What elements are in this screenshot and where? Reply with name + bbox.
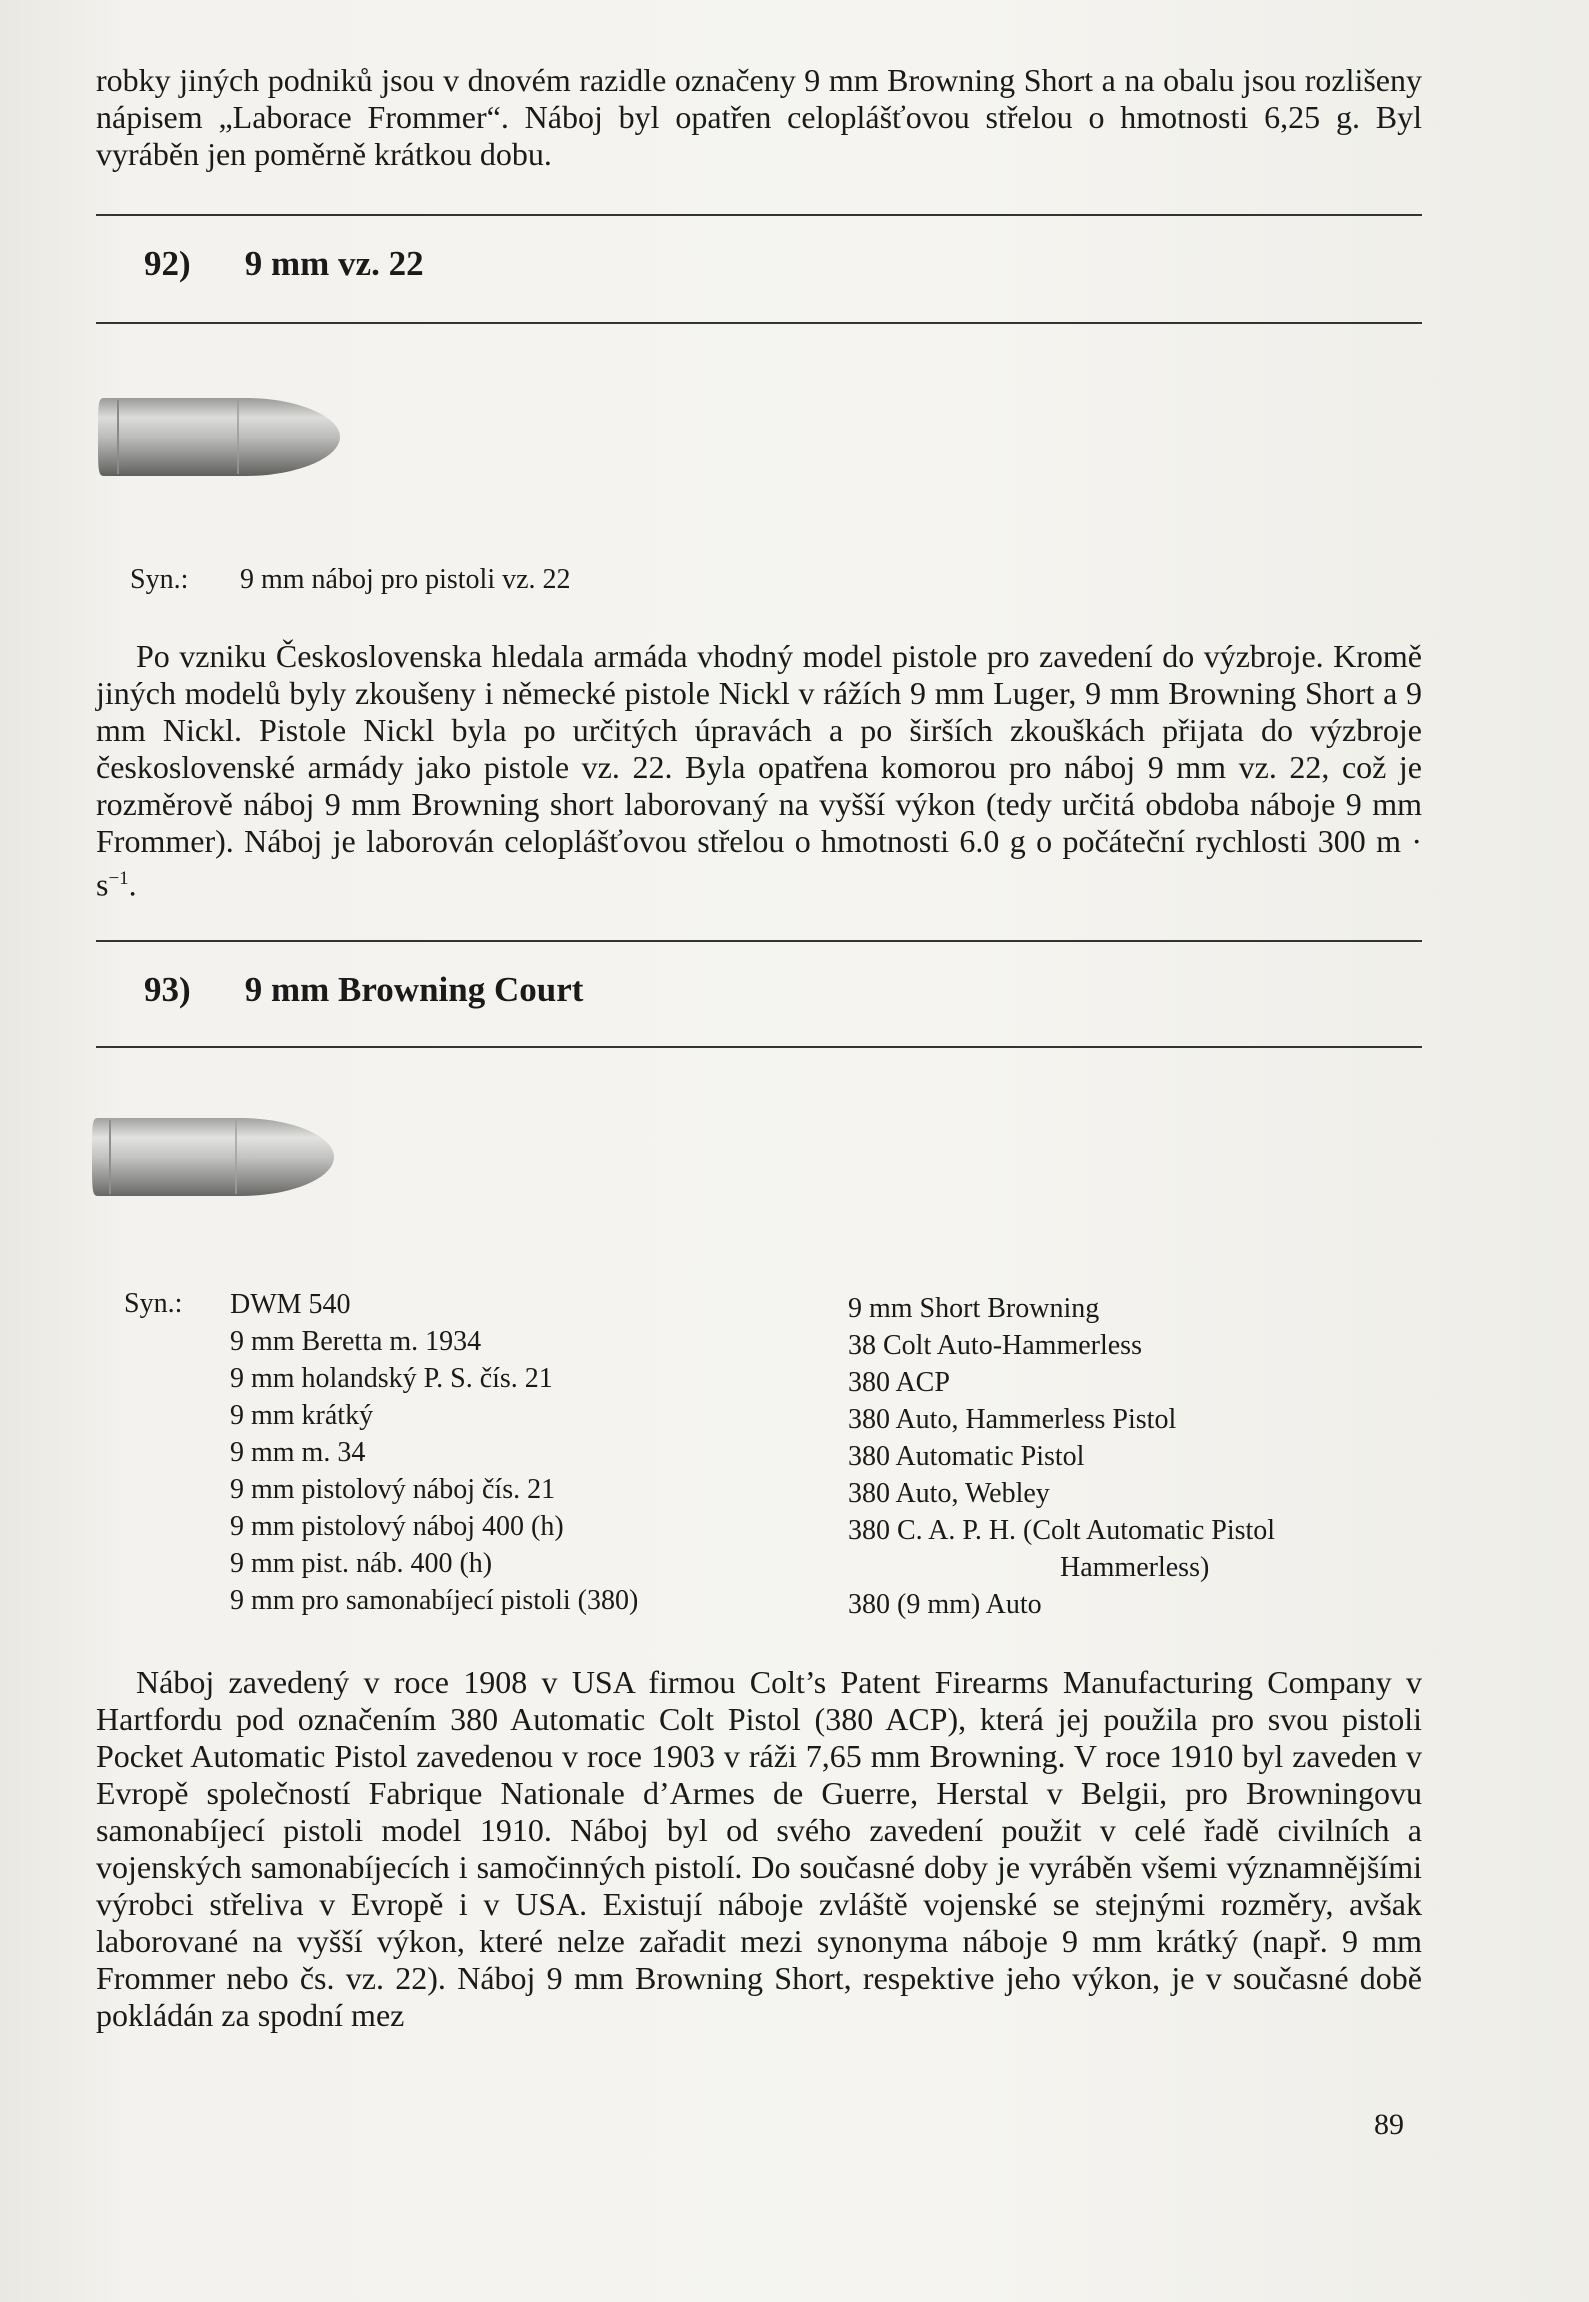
synonym-item: 38 Colt Auto-Hammerless bbox=[848, 1330, 1142, 1361]
synonym-item: 9 mm pist. náb. 400 (h) bbox=[230, 1548, 493, 1579]
synonym-item: 380 ACP bbox=[848, 1367, 950, 1398]
page-number: 89 bbox=[1374, 2108, 1404, 2141]
syn-label-92: Syn.: bbox=[130, 564, 189, 595]
synonym-item: 9 mm Short Browning bbox=[848, 1293, 1100, 1324]
synonym-item: 380 C. A. P. H. (Colt Automatic Pistol bbox=[848, 1515, 1276, 1546]
synonym-item: 9 mm holandský P. S. čís. 21 bbox=[230, 1363, 553, 1394]
synonym-item: 9 mm m. 34 bbox=[230, 1437, 366, 1468]
section-title: 9 mm vz. 22 bbox=[244, 244, 424, 283]
section-heading-93 bbox=[144, 970, 583, 1010]
cartridge-9mm-browning-court-image bbox=[90, 1110, 340, 1204]
section-92-paragraph bbox=[96, 638, 1422, 904]
synonym-item: 9 mm pistolový náboj 400 (h) bbox=[230, 1511, 564, 1542]
section-rule-bottom-93 bbox=[96, 1046, 1422, 1048]
section-92-paragraph-sup: −1 bbox=[108, 868, 129, 889]
section-heading-92 bbox=[144, 244, 424, 284]
section-rule-bottom-92 bbox=[96, 322, 1422, 324]
section-rule-top-92 bbox=[96, 214, 1422, 216]
section-title: 9 mm Browning Court bbox=[244, 970, 584, 1009]
cartridge-9mm-vz22-image bbox=[96, 390, 346, 484]
synonym-item: 9 mm krátký bbox=[230, 1400, 374, 1431]
synonym-item: 9 mm Beretta m. 1934 bbox=[230, 1326, 482, 1357]
synonym-item: 380 Automatic Pistol bbox=[848, 1441, 1085, 1472]
section-number: 92) bbox=[144, 244, 191, 283]
synonym-item: 9 mm pro samonabíjecí pistoli (380) bbox=[230, 1585, 639, 1616]
section-rule-top-93 bbox=[96, 940, 1422, 942]
synonyms-left-column bbox=[230, 1286, 638, 1619]
syn-label-93: Syn.: bbox=[124, 1288, 183, 1319]
section-92-paragraph-end: . bbox=[128, 866, 137, 903]
intro-paragraph: robky jiných podniků jsou v dnovém razidle označeny 9 mm Browning Short a na obalu jsou rozlišeny nápisem „Laborace Frommer“. Náboj byl opatřen celoplášťovou střelou o hmotnosti 6,25 g. Byl vyráběn jen poměrně krátkou dobu. bbox=[96, 62, 1422, 172]
section-92-paragraph-text: Po vzniku Československa hledala armáda vhodný model pistole pro zavedení do výzbroje. Kromě jiných modelů byly zkoušeny i německé pistole Nickl v rážích 9 mm Luger, 9 mm Browning Short a 9 mm Nickl. Pistole Nickl byla po určitých úpravách a po širších zkouškách přijata do výzbroje československé armády jako pistole vz. 22. Byla opatřena komorou pro náboj 9 mm vz. 22, což je rozměrově náboj 9 mm Browning short laborovaný na vyšší výkon (tedy určitá obdoba náboje 9 mm Frommer). Náboj je laborován celoplášťovou střelou o hmotnosti 6.0 g o počáteční rychlosti 300 m · s bbox=[96, 638, 1422, 903]
synonym-item: DWM 540 bbox=[230, 1289, 351, 1320]
section-93-paragraph: Náboj zavedený v roce 1908 v USA firmou Colt’s Patent Firearms Manufacturing Company v Hartfordu pod označením 380 Automatic Colt Pistol (380 ACP), která jej použila pro svou pistoli Pocket Automatic Pistol zavedenou v roce 1903 v ráži 7,65 mm Browning. V roce 1910 byl zaveden v Evropě společností Fabrique Nationale d’Armes de Guerre, Herstal v Belgii, pro Browningovu samonabíjecí pistoli model 1910. Náboj byl od svého zavedení použit v celé řadě civilních a vojenských samonabíjecích i samočinných pistolí. Do současné doby je vyráběn všemi významnějšími výrobci střeliva v Evropě i v USA. Existují náboje zvláště vojenské se stejnými rozměry, avšak laborované na vyšší výkon, které nelze zařadit mezi synonyma náboje 9 mm krátký (např. 9 mm Frommer nebo čs. vz. 22). Náboj 9 mm Browning Short, respektive jeho výkon, je v současné době pokládán za spodní mez bbox=[96, 1664, 1422, 2033]
synonym-item: 9 mm pistolový náboj čís. 21 bbox=[230, 1474, 556, 1505]
synonyms-right-column bbox=[848, 1290, 1275, 1623]
synonym-item: Hammerless) bbox=[1060, 1552, 1210, 1583]
synonym-item: 380 Auto, Hammerless Pistol bbox=[848, 1404, 1177, 1435]
synonym-item: 380 (9 mm) Auto bbox=[848, 1589, 1042, 1620]
section-number: 93) bbox=[144, 970, 191, 1009]
synonym-92: 9 mm náboj pro pistoli vz. 22 bbox=[240, 564, 571, 595]
synonym-item: 380 Auto, Webley bbox=[848, 1478, 1050, 1509]
